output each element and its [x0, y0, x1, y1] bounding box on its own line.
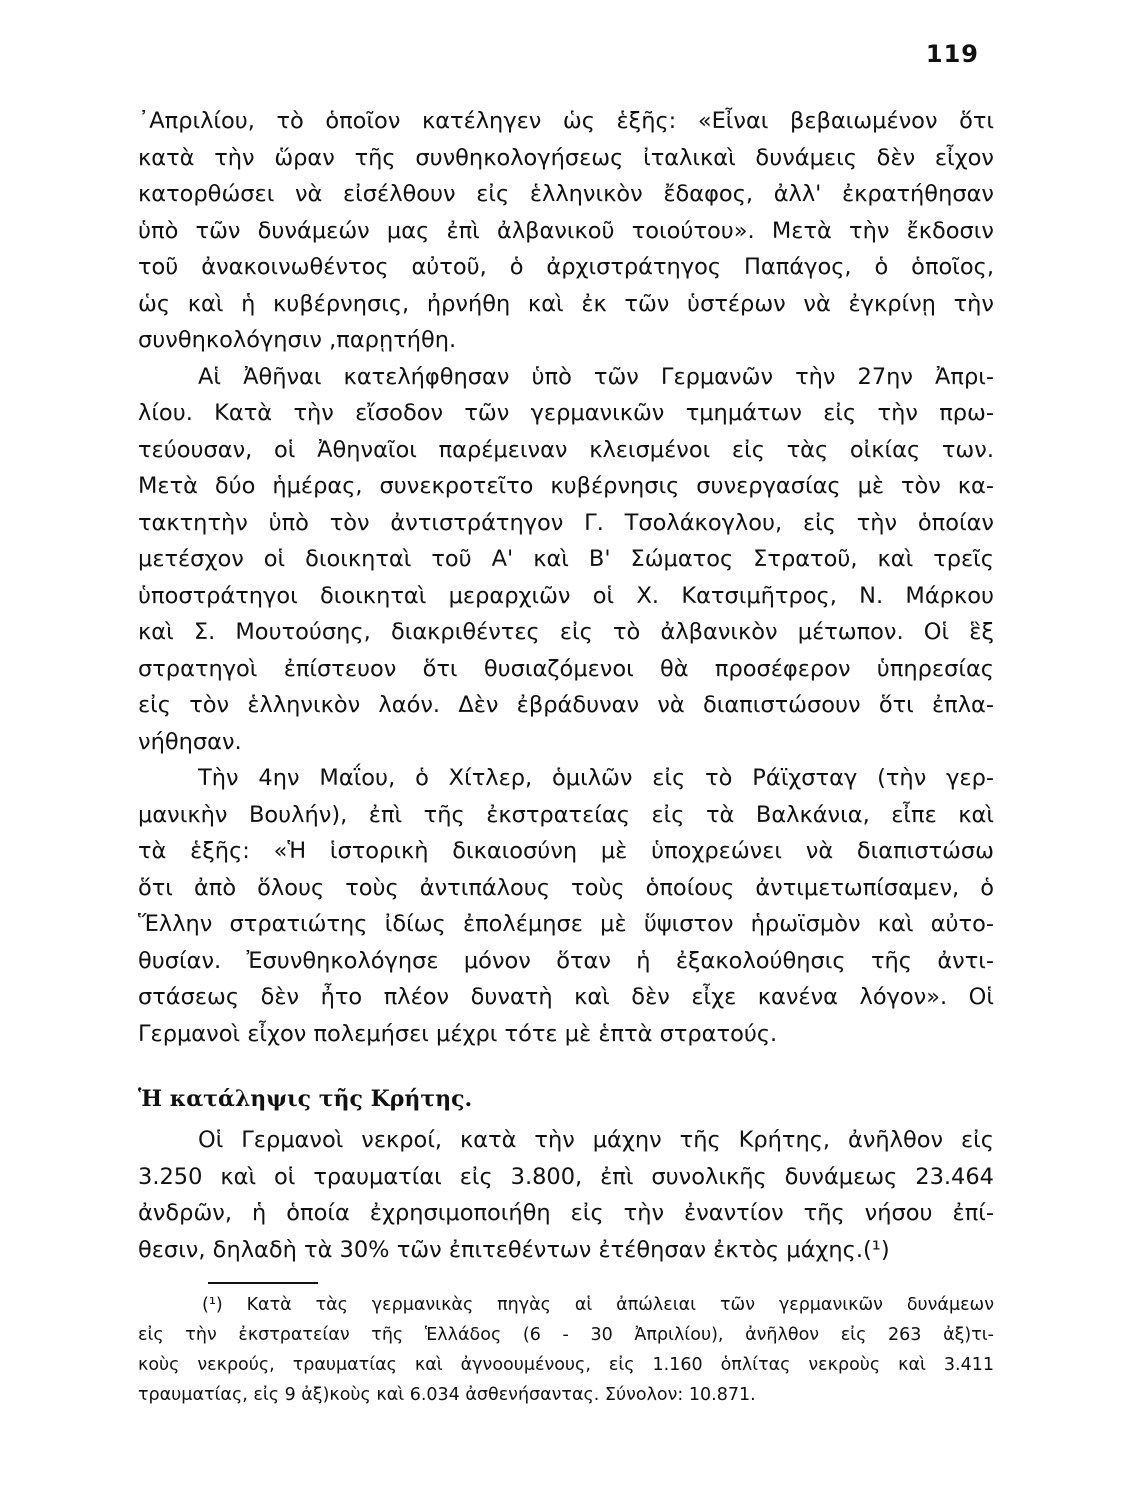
text-line: ᾿Απριλίου, τὸ ὁποῖον κατέληγεν ὡς ἑξῆς: «Εἶναι βεβαιωμένον ὅτι	[138, 108, 994, 134]
text-line: στάσεως δὲν ἦτο πλέον δυνατὴ καὶ δὲν εἶχε κανένα λόγον». Οἱ	[138, 984, 994, 1010]
text-line: Ἕλλην στρατιώτης ἰδίως ἐπολέμησε μὲ ὕψιστον ἡρωϊσμὸν καὶ αὐτο-	[138, 911, 994, 937]
text-line: συνθηκολόγησιν ,παρῃτήθη.	[138, 327, 457, 353]
text-line: τοῦ ἀνακοινωθέντος αὐτοῦ, ὁ ἀρχιστράτηγος Παπάγος, ὁ ὁποῖος,	[138, 254, 994, 280]
text-line: ἀνδρῶν, ἡ ὁποία ἐχρησιμοποιήθη εἰς τὴν ἐναντίον τῆς νήσου ἐπί-	[138, 1200, 994, 1226]
text-line: ὑποστράτηγοι διοικηταὶ μεραρχιῶν οἱ Χ. Κατσιμῆτρος, Ν. Μάρκου	[138, 582, 994, 609]
text-line: εἰς τὸν ἑλληνικὸν λαόν. Δὲν ἐβράδυναν νὰ διαπιστώσουν ὅτι ἐπλα-	[138, 692, 994, 718]
text-line: Τὴν 4ην Μαΐου, ὁ Χίτλερ, ὁμιλῶν εἰς τὸ Ράϊχσταγ (τὴν γερ-	[198, 765, 994, 791]
footnote-line: εἰς τὴν ἐκστρατείαν τῆς Ἑλλάδος (6 - 30 Ἀπριλίου), ἀνῆλθον εἰς 263 ἀξ)τι-	[138, 1325, 994, 1345]
text-line: κατορθώσει νὰ εἰσέλθουν εἰς ἑλληνικὸν ἔδαφος, ἀλλ' ἐκρατήθησαν	[138, 181, 994, 207]
text-line: καὶ Σ. Μουτούσης, διακριθέντες εἰς τὸ ἀλβανικὸν μέτωπον. Οἱ ἓξ	[138, 619, 994, 645]
footnote-line: (¹) Κατὰ τὰς γερμανικὰς πηγὰς αἱ ἀπώλειαι τῶν γερμανικῶν δυνάμεων	[202, 1295, 994, 1315]
text-line: μετέσχον οἱ διοικηταὶ τοῦ Α' καὶ Β' Σώματος Στρατοῦ, καὶ τρεῖς	[138, 546, 994, 572]
footnote-line: τραυματίας, εἰς 9 ἀξ)κοὺς καὶ 6.034 ἀσθενήσαντας. Σύνολον: 10.871.	[138, 1385, 756, 1405]
body-text	[138, 103, 994, 1410]
page-number: 119	[925, 40, 979, 68]
text-line: ὑπὸ τῶν δυνάμεών μας ἐπὶ ἀλβανικοῦ τοιούτου». Μετὰ τὴν ἔκδοσιν	[138, 217, 994, 244]
text-line: στρατηγοὶ ἐπίστευον ὅτι θυσιαζόμενοι θὰ προσέφερον ὑπηρεσίας	[138, 655, 994, 682]
footnote-line: κοὺς νεκρούς, τραυματίας καὶ ἀγνοουμένους, εἰς 1.160 ὁπλίτας νεκροὺς καὶ 3.411	[138, 1355, 994, 1375]
section-heading: Ἡ κατάληψις τῆς Κρήτης.	[138, 1086, 473, 1112]
paragraph-4	[138, 1122, 994, 1268]
footnote	[138, 1290, 994, 1410]
text-line: λίου. Κατὰ τὴν εἴσοδον τῶν γερμανικῶν τμημάτων εἰς τὴν πρω-	[138, 400, 994, 426]
text-line: Μετὰ δύο ἡμέρας, συνεκροτεῖτο κυβέρνησις συνεργασίας μὲ τὸν κα-	[138, 473, 994, 499]
paragraph-1	[138, 103, 994, 359]
text-line: μανικὴν Βουλήν), ἐπὶ τῆς ἐκστρατείας εἰς τὰ Βαλκάνια, εἶπε καὶ	[138, 801, 994, 828]
text-line: Αἱ Ἀθῆναι κατελήφθησαν ὑπὸ τῶν Γερμανῶν τὴν 27ην Ἀπρι-	[198, 363, 994, 390]
paragraph-3	[138, 760, 994, 1052]
text-line: νήθησαν.	[138, 728, 242, 755]
text-line: τὰ ἑξῆς: «Ἡ ἱστορικὴ δικαιοσύνη μὲ ὑποχρεώνει νὰ διαπιστώσω	[138, 838, 994, 864]
text-line: ὅτι ἀπὸ ὅλους τοὺς ἀντιπάλους τοὺς ὁποίους ἀντιμετωπίσαμεν, ὁ	[138, 874, 994, 901]
text-line: κατὰ τὴν ὥραν τῆς συνθηκολογήσεως ἰταλικαὶ δυνάμεις δὲν εἶχον	[138, 144, 994, 171]
text-line: θεσιν, δηλαδὴ τὰ 30% τῶν ἐπιτεθέντων ἐτέθησαν ἐκτὸς μάχης.(¹)	[138, 1236, 890, 1263]
text-line: Γερμανοὶ εἶχον πολεμήσει μέχρι τότε μὲ ἑπτὰ στρατούς.	[138, 1020, 778, 1047]
text-line: τεύουσαν, οἱ Ἀθηναῖοι παρέμειναν κλεισμένοι εἰς τὰς οἰκίας των.	[138, 436, 994, 463]
text-line: θυσίαν. Ἐσυνθηκολόγησε μόνον ὅταν ἡ ἐξακολούθησις τῆς ἀντι-	[138, 947, 994, 974]
text-line: Οἱ Γερμανοὶ νεκροί, κατὰ τὴν μάχην τῆς Κρήτης, ἀνῆλθον εἰς	[198, 1127, 994, 1153]
paragraph-2	[138, 359, 994, 761]
footnote-separator	[208, 1282, 318, 1284]
text-line: ὡς καὶ ἡ κυβέρνησις, ἠρνήθη καὶ ἐκ τῶν ὑστέρων νὰ ἐγκρίνῃ τὴν	[138, 290, 994, 317]
text-line: 3.250 καὶ οἱ τραυματίαι εἰς 3.800, ἐπὶ συνολικῆς δυνάμεως 23.464	[138, 1163, 994, 1190]
text-line: τακτητὴν ὑπὸ τὸν ἀντιστράτηγον Γ. Τσολάκογλου, εἰς τὴν ὁποίαν	[138, 509, 994, 536]
